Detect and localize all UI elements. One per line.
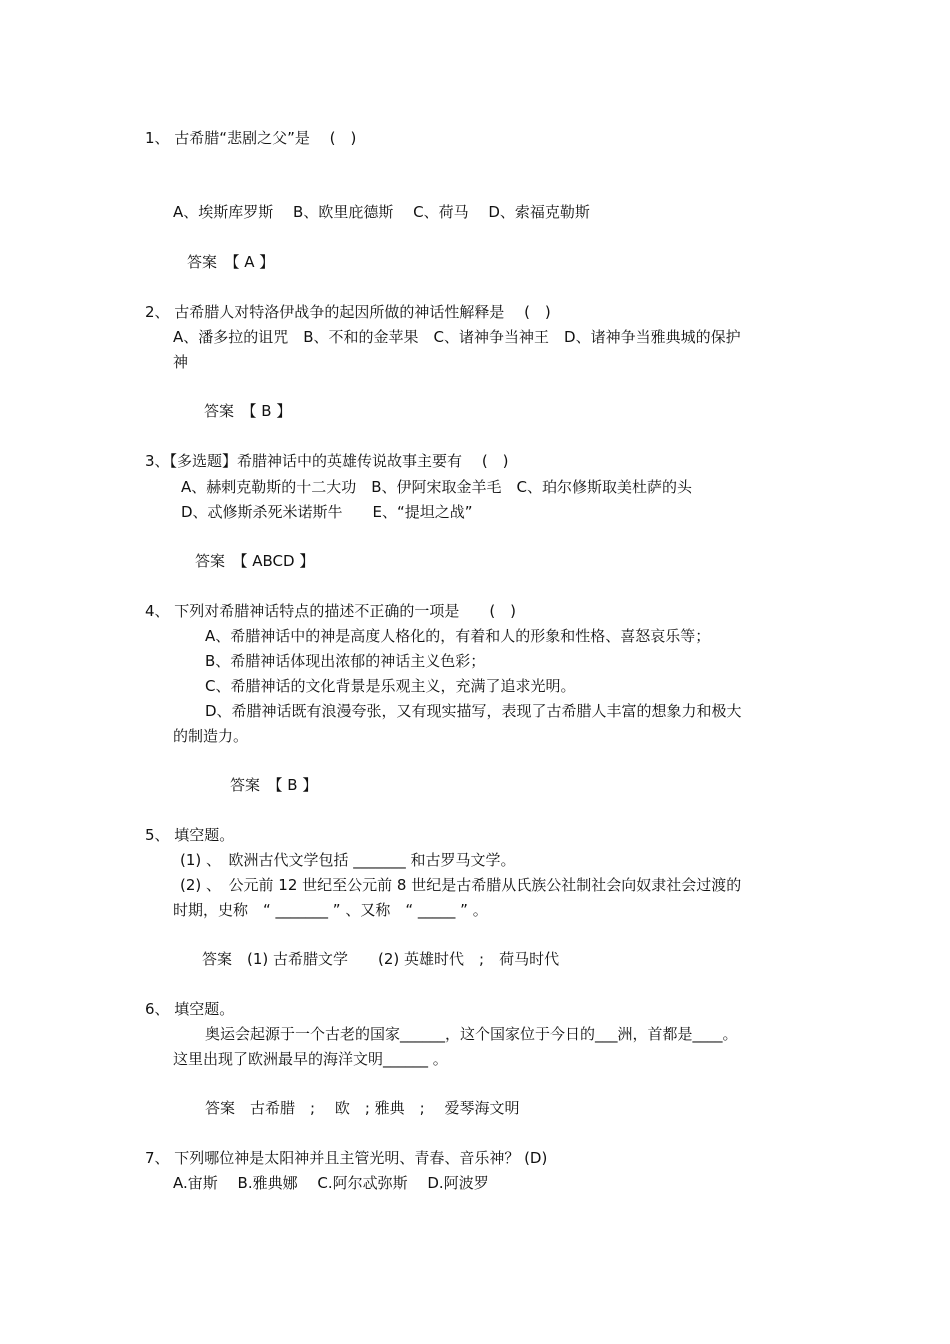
- q3-answer: 答案 【 ABCD 】: [195, 552, 315, 570]
- q4-option-c: C、希腊神话的文化背景是乐观主义，充满了追求光明。: [205, 677, 576, 695]
- q2-stem: 2、 古希腊人对特洛伊战争的起因所做的神话性解释是 ( ): [145, 303, 551, 321]
- q5-stem: 5、 填空题。: [145, 826, 235, 844]
- q1-stem: 1、 古希腊“悲剧之父”是 ( ): [145, 129, 357, 147]
- q2-answer: 答案 【 B 】: [204, 402, 292, 420]
- q2-options-line1: A、潘多拉的诅咒 B、不和的金苹果 C、诸神争当神王 D、诸神争当雅典城的保护: [173, 328, 741, 346]
- q6-line1: 奥运会起源于一个古老的国家______，这个国家位于今日的___洲，首都是____。: [205, 1025, 738, 1043]
- q3-options-line1: A、赫剌克勒斯的十二大功 B、伊阿宋取金羊毛 C、珀尔修斯取美杜萨的头: [181, 478, 693, 496]
- q4-answer: 答案 【 B 】: [230, 776, 318, 794]
- q5-item2-line2: 时期，史称 “ _______ ” 、又称 “ _____ ” 。: [173, 901, 488, 919]
- q4-stem: 4、 下列对希腊神话特点的描述不正确的一项是 ( ): [145, 602, 517, 620]
- q6-line2: 这里出现了欧洲最早的海洋文明______ 。: [173, 1050, 448, 1068]
- q2-options-line2: 神: [173, 353, 189, 371]
- q3-stem: 3、【多选题】希腊神话中的英雄传说故事主要有 ( ): [145, 452, 509, 470]
- q1-answer: 答案 【 A 】: [187, 253, 275, 271]
- q4-option-a: A、希腊神话中的神是高度人格化的，有着和人的形象和性格、喜怒哀乐等；: [205, 627, 711, 645]
- q7-stem: 7、 下列哪位神是太阳神并且主管光明、青春、音乐神？ (D): [145, 1149, 548, 1167]
- q7-options: A.宙斯 B.雅典娜 C.阿尔忒弥斯 D.阿波罗: [173, 1174, 489, 1192]
- q6-answer: 答案 古希腊 ; 欧 ; 雅典 ; 爱琴海文明: [205, 1099, 520, 1117]
- q4-option-d-line1: D、希腊神话既有浪漫夸张，又有现实描写，表现了古希腊人丰富的想象力和极大: [205, 702, 742, 720]
- q4-option-b: B、希腊神话体现出浓郁的神话主义色彩；: [205, 652, 486, 670]
- q6-stem: 6、 填空题。: [145, 1000, 235, 1018]
- q3-options-line2: D、忒修斯杀死米诺斯牛 E、“提坦之战”: [181, 503, 473, 521]
- q1-options: A、埃斯库罗斯 B、欧里庇德斯 C、荷马 D、索福克勒斯: [173, 203, 590, 221]
- q4-option-d-line2: 的制造力。: [173, 727, 249, 745]
- q5-answer: 答案 (1) 古希腊文学 (2) 英雄时代 ; 荷马时代: [202, 950, 560, 968]
- q5-item2-line1: (2) 、 公元前 12 世纪至公元前 8 世纪是古希腊从氏族公社制社会向奴隶社会过渡的: [180, 876, 742, 894]
- q5-item1: (1) 、 欧洲古代文学包括 _______ 和古罗马文学。: [180, 851, 516, 869]
